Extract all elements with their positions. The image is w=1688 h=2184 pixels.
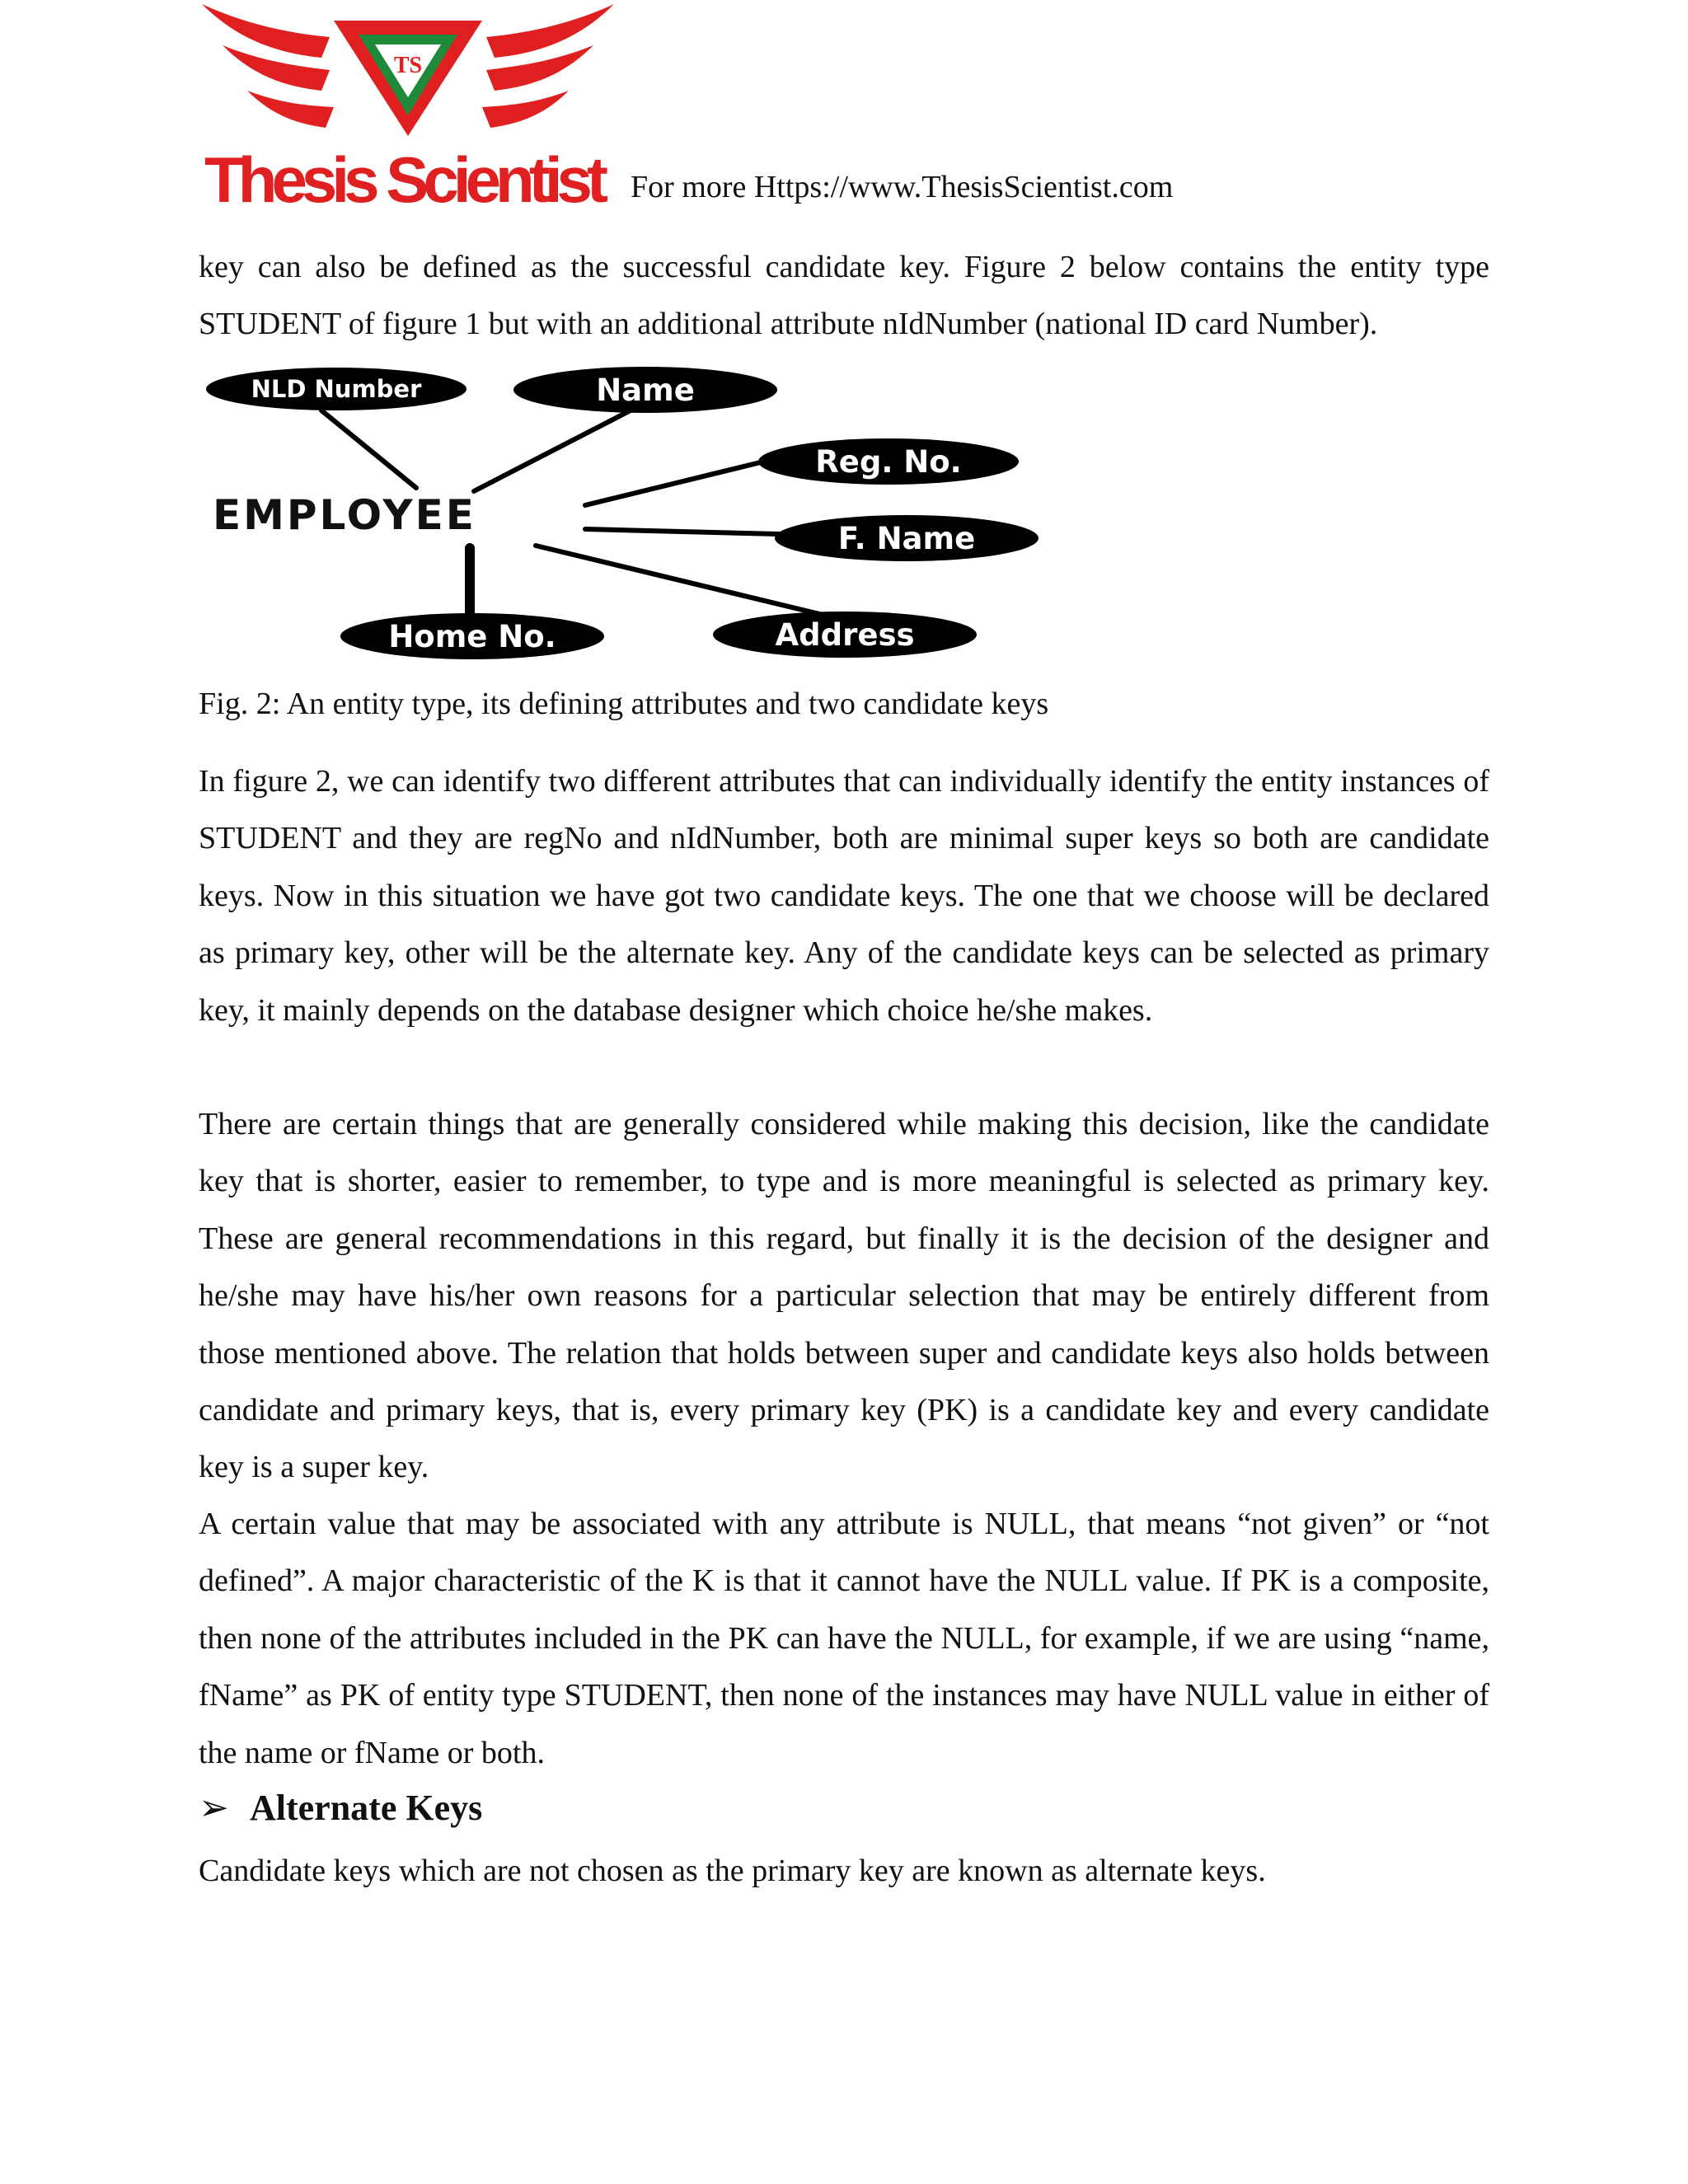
entity-employee: EMPLOYEE bbox=[213, 491, 476, 539]
intro-paragraph: key can also be defined as the successful candidate key. Figure 2 below contains the entity type STUDENT of figure 1 but with an additional attribute nIdNumber (national ID card Number). bbox=[199, 250, 1489, 342]
connector-name bbox=[474, 410, 631, 491]
svg-text:Home No.: Home No. bbox=[388, 619, 556, 654]
right-wing-icon bbox=[482, 4, 614, 128]
paragraph-null-values: A certain value that may be associated with any attribute is NULL, that means “not given” or “not defined”. A major characteristic of the K is that it cannot have the NULL value. If PK is a composite, then none of the attributes included in the PK can have the NULL, for example, if we are using “name, fName” as PK of entity type STUDENT, then none of the instances may have NULL value in either of the name or fName or both. bbox=[199, 1507, 1489, 1770]
arrow-bullet-icon: ➢ bbox=[199, 1788, 229, 1828]
attr-home-no bbox=[340, 613, 604, 659]
svg-text:Name: Name bbox=[596, 373, 695, 408]
alternate-keys-definition: Candidate keys which are not chosen as the primary key are known as alternate keys. bbox=[199, 1854, 1266, 1888]
section-heading bbox=[199, 1787, 482, 1829]
heading-text: Alternate Keys bbox=[250, 1788, 483, 1828]
thesis-scientist-logo bbox=[198, 0, 626, 223]
er-diagram bbox=[198, 354, 1055, 668]
paragraph-candidate-keys: In figure 2, we can identify two different attributes that can individually identify the entity instances of STUDENT and they are regNo and nIdNumber, both are minimal super keys so both are candidate keys. Now in this situation we have got two candidate keys. The one that we choose will be declared as primary key, other will be the alternate key. Any of the candidate keys can be selected as primary key, it mainly depends on the database designer which choice he/she makes. bbox=[199, 764, 1489, 1028]
attr-address bbox=[713, 612, 977, 658]
connector-fname bbox=[585, 529, 779, 534]
logo-wordmark: Thesis Scientist bbox=[204, 143, 608, 216]
attr-f-name bbox=[775, 515, 1039, 561]
left-wing-icon bbox=[202, 4, 334, 128]
svg-text:F. Name: F. Name bbox=[837, 521, 976, 556]
figure-caption: Fig. 2: An entity type, its defining attributes and two candidate keys bbox=[199, 687, 1049, 721]
connector-reg bbox=[585, 460, 771, 505]
emblem-badge: TS bbox=[393, 53, 423, 78]
svg-text:Address: Address bbox=[775, 617, 915, 653]
connector-address bbox=[536, 546, 837, 618]
connector-nld bbox=[321, 410, 416, 488]
attr-nld-number bbox=[206, 368, 467, 410]
attr-name bbox=[513, 367, 777, 413]
svg-text:Reg. No.: Reg. No. bbox=[815, 444, 962, 480]
attr-reg-no bbox=[758, 438, 1019, 485]
header-website-link[interactable]: For more Https://www.ThesisScientist.com bbox=[631, 170, 1174, 204]
paragraph-selection-criteria: There are certain things that are generally considered while making this decision, like the candidate key that is shorter, easier to remember, to type and is more meaningful is selected as primary key. These are general recommendations in this regard, but finally it is the decision of the designer and he/she may have his/her own reasons for a particular selection that may be entirely different from those mentioned above. The relation that holds between super and candidate keys also holds between candidate and primary keys, that is, every primary key (PK) is a candidate key and every candidate key is a super key. bbox=[199, 1107, 1489, 1485]
svg-text:NLD Number: NLD Number bbox=[251, 375, 422, 403]
